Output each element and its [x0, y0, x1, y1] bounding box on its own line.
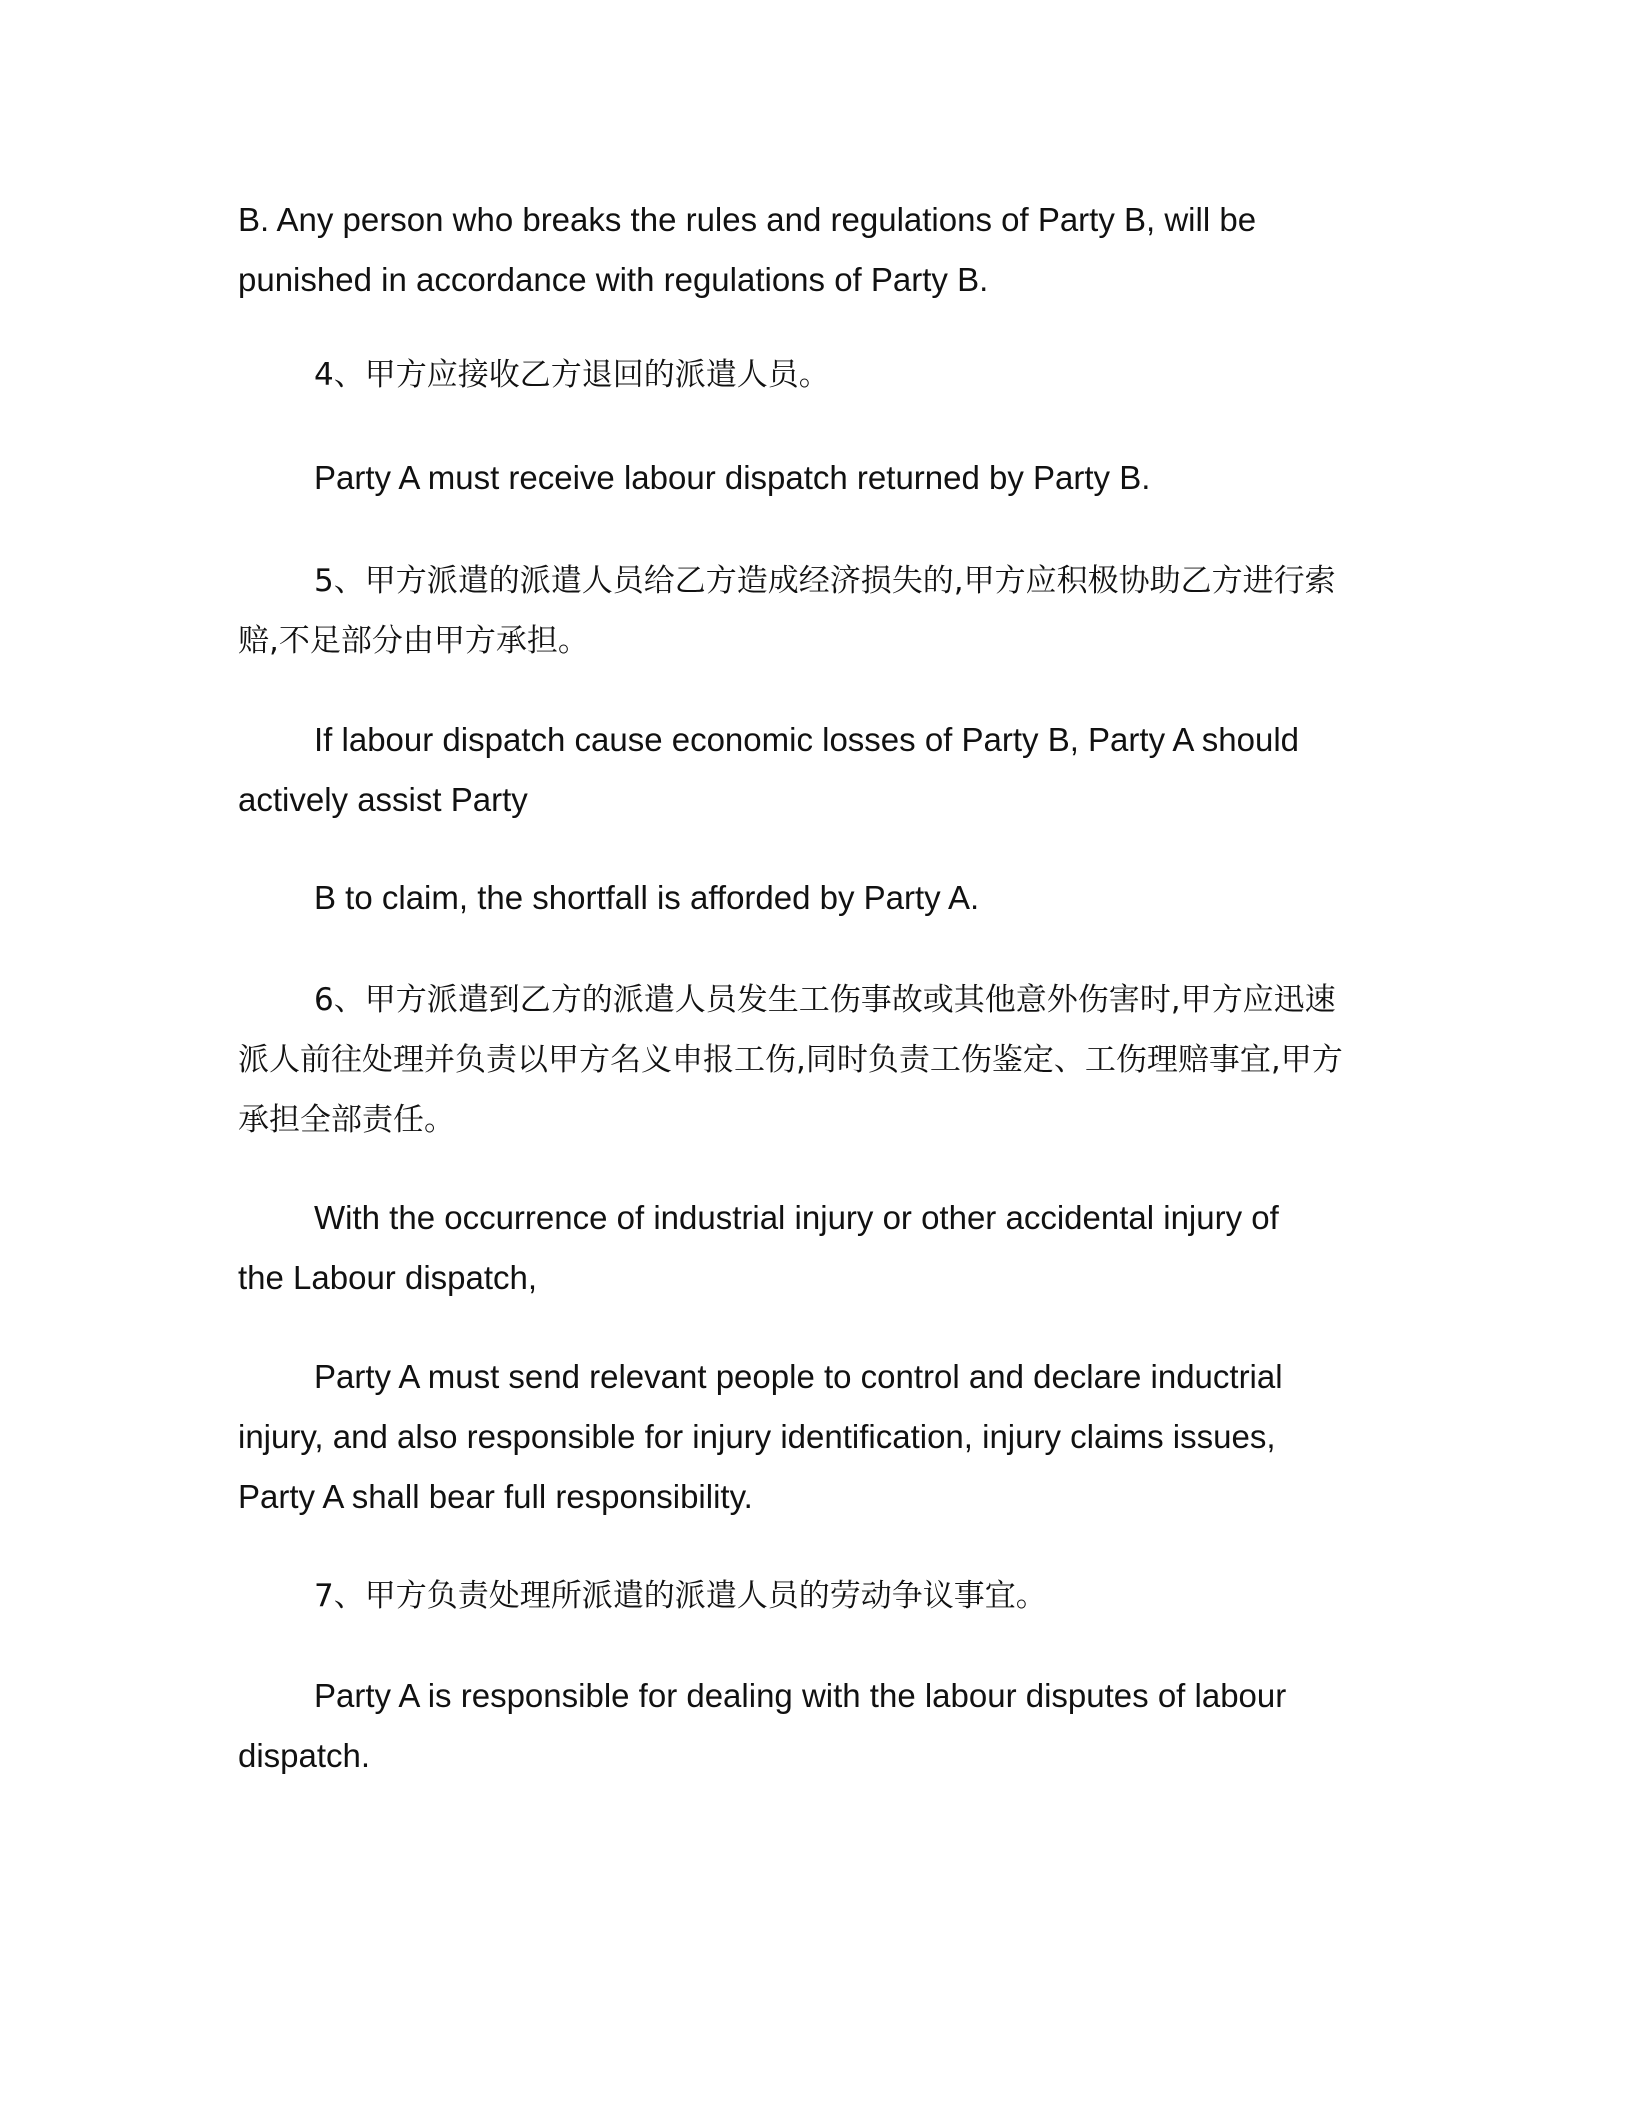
clause-7-en	[238, 1666, 1286, 1786]
clause-5-en-part2	[238, 868, 979, 928]
text-line: actively assist Party	[238, 781, 528, 818]
text-line: Party A is responsible for dealing with the labour disputes of labour	[314, 1677, 1287, 1714]
text-line: With the occurrence of industrial injury or other accidental injury of	[314, 1199, 1279, 1236]
text-line: the Labour dispatch,	[238, 1259, 538, 1296]
text-line: B to claim, the shortfall is afforded by Party A.	[314, 879, 980, 916]
clause-5-en-part1	[238, 710, 1299, 830]
text-line: 5、甲方派遣的派遣人员给乙方造成经济损失的,甲方应积极协助乙方进行索	[314, 563, 1336, 599]
text-line: punished in accordance with regulations of Party B.	[238, 261, 989, 298]
text-line: B. Any person who breaks the rules and regulations of Party B, will be	[238, 201, 1257, 238]
text-line: Party A must send relevant people to control and declare inductrial	[314, 1358, 1283, 1395]
text-line: 承担全部责任。	[238, 1102, 455, 1138]
clause-6-en-part2	[238, 1347, 1283, 1527]
paragraph-rule-violation	[238, 190, 1256, 310]
text-line: 7、甲方负责处理所派遣的派遣人员的劳动争议事宜。	[314, 1578, 1047, 1614]
text-line: 6、甲方派遣到乙方的派遣人员发生工伤事故或其他意外伤害时,甲方应迅速	[314, 982, 1336, 1018]
clause-4-en	[238, 448, 1150, 508]
clause-4-zh	[238, 345, 830, 405]
text-line: Party A must receive labour dispatch returned by Party B.	[314, 459, 1151, 496]
text-line: If labour dispatch cause economic losses of Party B, Party A should	[314, 721, 1300, 758]
text-line: 赔,不足部分由甲方承担。	[238, 623, 589, 659]
text-line: dispatch.	[238, 1737, 371, 1774]
text-line: Party A shall bear full responsibility.	[238, 1478, 753, 1515]
text-line: 派人前往处理并负责以甲方名义申报工伤,同时负责工伤鉴定、工伤理赔事宜,甲方	[238, 1042, 1343, 1078]
clause-6-en-part1	[238, 1188, 1279, 1308]
text-line: injury, and also responsible for injury identification, injury claims issues,	[238, 1418, 1276, 1455]
text-line: 4、甲方应接收乙方退回的派遣人员。	[314, 357, 830, 393]
clause-7-zh	[238, 1566, 1047, 1626]
clause-5-zh	[238, 551, 1336, 671]
clause-6-zh	[238, 970, 1343, 1150]
